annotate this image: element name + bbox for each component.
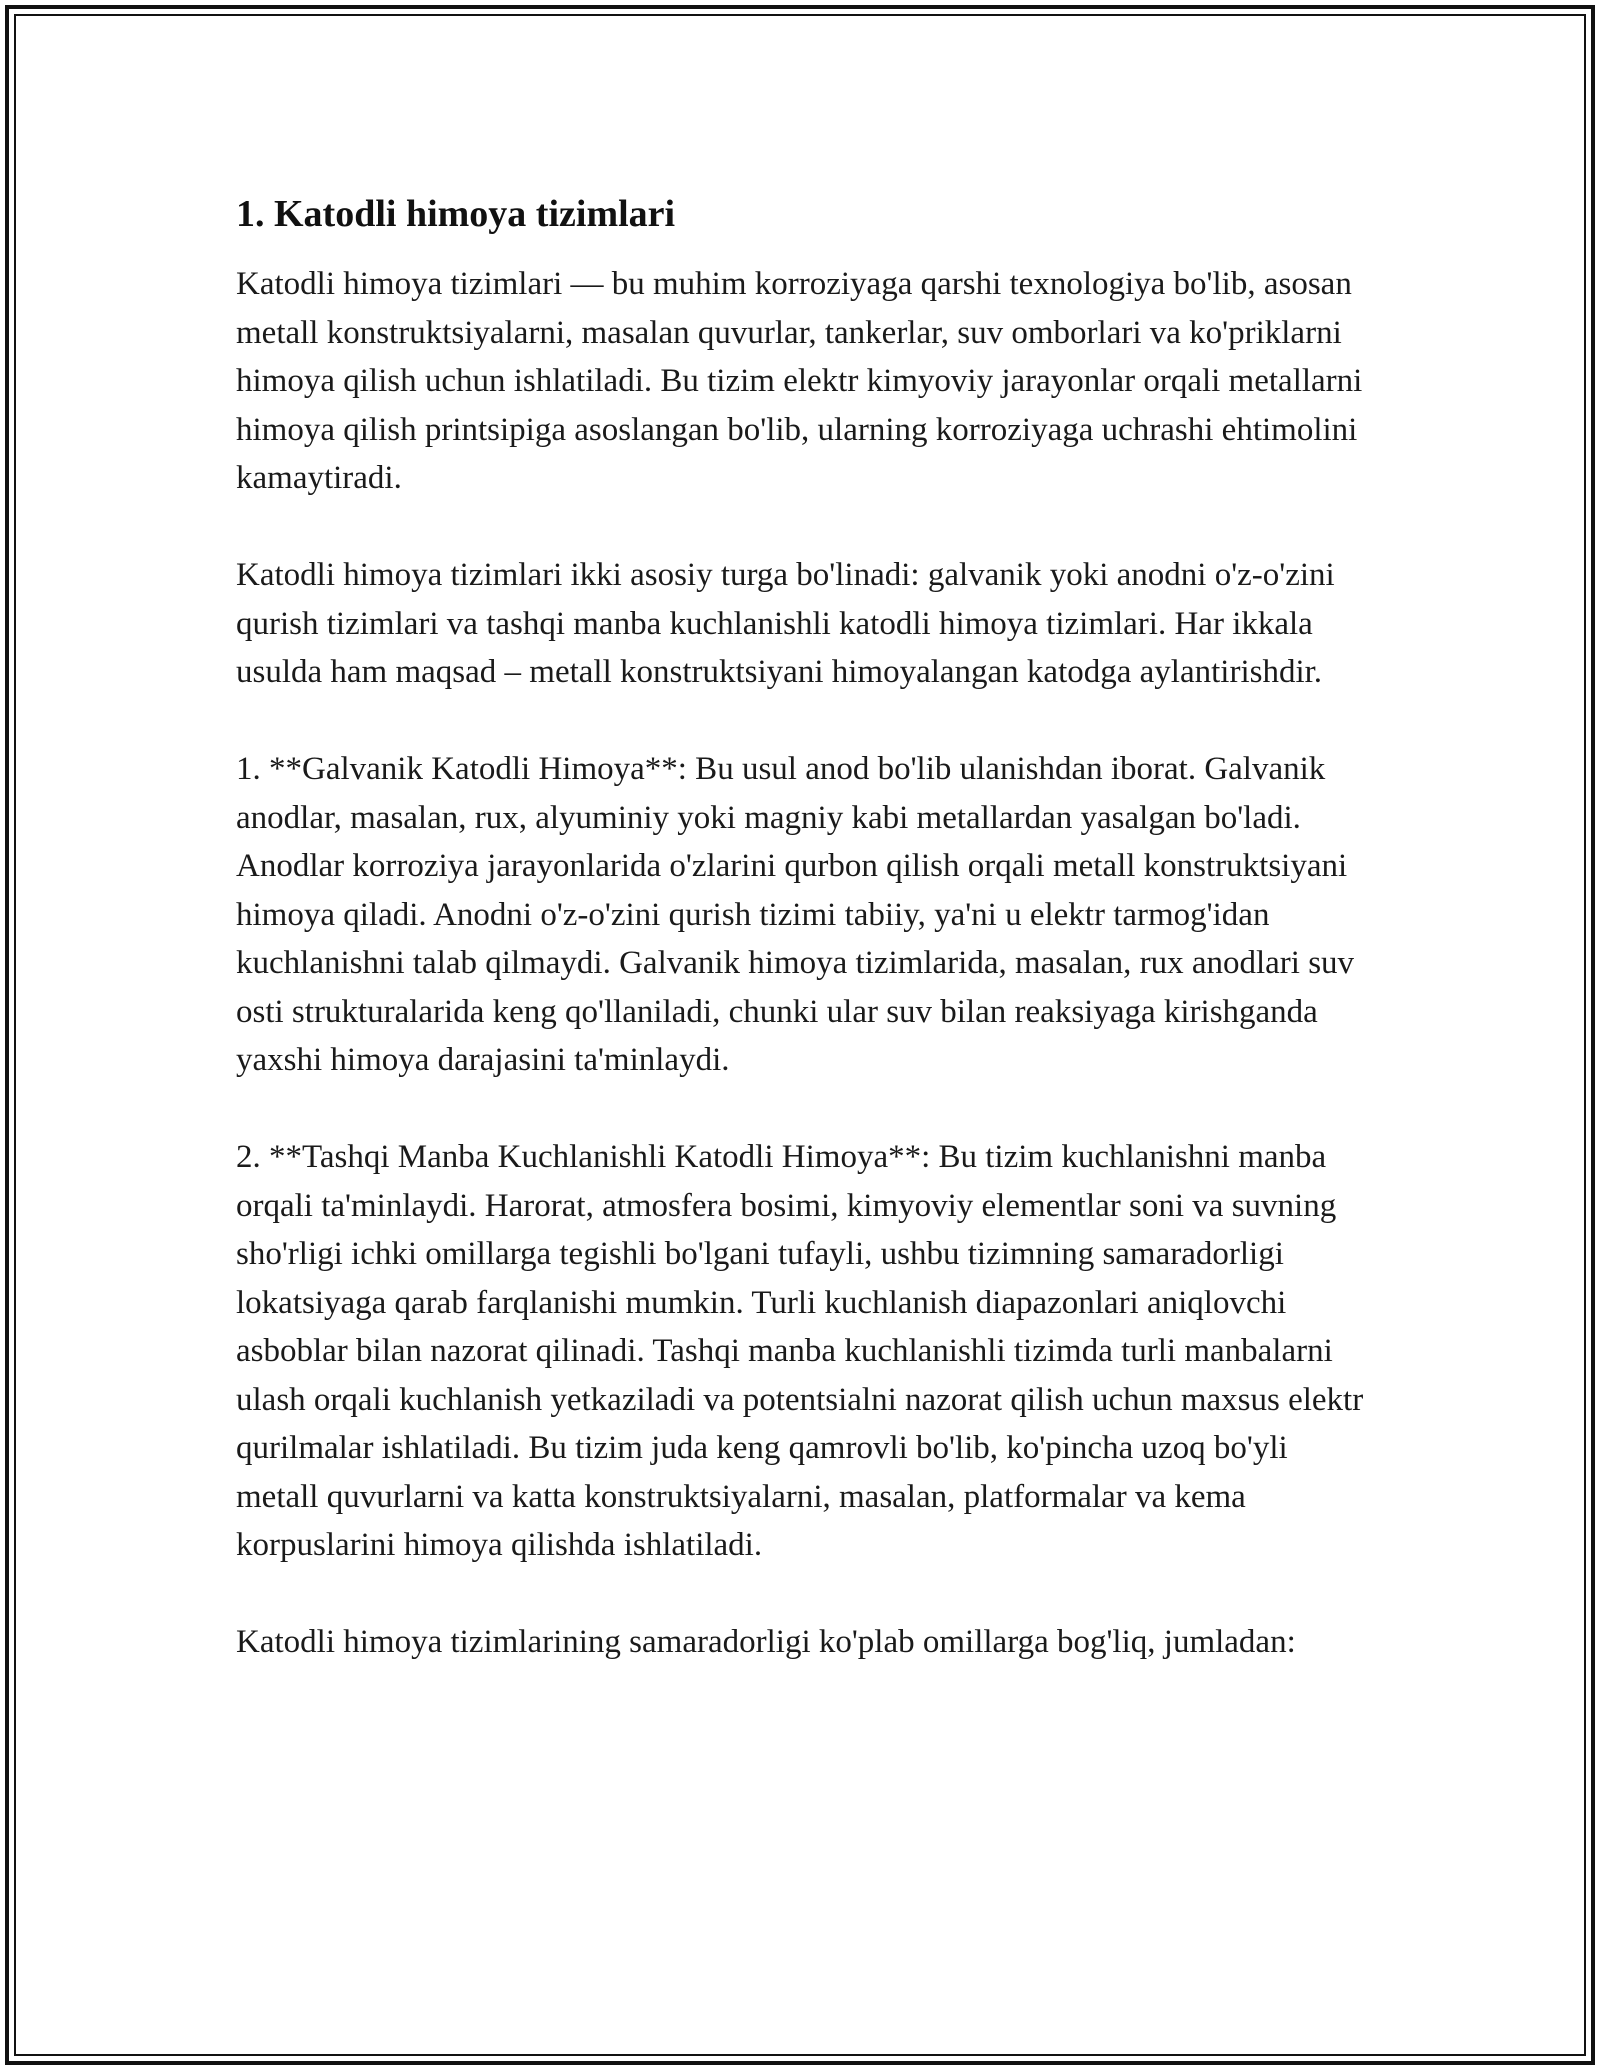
paragraph-impressed-current: 2. **Tashqi Manba Kuchlanishli Katodli Himoya**: Bu tizim kuchlanishni manba orqali ta'minlaydi. Harorat, atmosfera bosimi, kimyoviy elementlar soni va suvning sho'rligi ichki omillarga tegishli bo'lgani tufayli, ushbu tizimning samaradorligi lokatsiyaga qarab farqlanishi mumkin. Turli kuchlanish diapazonlari aniqlovchi asboblar bilan nazorat qilinadi. Tashqi manba kuchlanishli tizimda turli manbalarni ulash orqali kuchlanish yetkaziladi va potentsialni nazorat qilish uchun maxsus elektr qurilmalar ishlatiladi. Bu tizim juda keng qamrovli bo'lib, ko'pincha uzoq bo'yli metall quvurlarni va katta konstruktsiyalarni, masalan, platformalar va kema korpuslarini himoya qilishda ishlatiladi.: [236, 1139, 1364, 1563]
paragraph-effectiveness: Katodli himoya tizimlarining samaradorligi ko'plab omillarga bog'liq, jumladan:: [236, 1624, 1296, 1660]
paragraph-types: Katodli himoya tizimlari ikki asosiy turga bo'linadi: galvanik yoki anodni o'z-o'zini qurish tizimlari va tashqi manba kuchlanishli katodli himoya tizimlari. Har ikkala usulda ham maqsad – metall konstruktsiyani himoyalangan katodga aylantirishdir.: [236, 557, 1335, 690]
document-body: [236, 186, 1376, 1715]
paragraph-galvanic: 1. **Galvanik Katodli Himoya**: Bu usul anod bo'lib ulanishdan iborat. Galvanik anodlar, masalan, rux, alyuminiy yoki magniy kabi metallardan yasalgan bo'ladi. Anodlar korroziya jarayonlarida o'zlarini qurbon qilish orqali metall konstruktsiyani himoya qiladi. Anodni o'z-o'zini qurish tizimi tabiiy, ya'ni u elektr tarmog'idan kuchlanishni talab qilmaydi. Galvanik himoya tizimlarida, masalan, rux anodlari suv osti strukturalarida keng qo'llaniladi, chunki ular suv bilan reaksiyaga kirishganda yaxshi himoya darajasini ta'minlaydi.: [236, 751, 1355, 1078]
paragraph-intro: Katodli himoya tizimlari — bu muhim korroziyaga qarshi texnologiya bo'lib, asosan metall konstruktsiyalarni, masalan quvurlar, tankerlar, suv omborlari va ko'priklarni himoya qilish uchun ishlatiladi. Bu tizim elektr kimyoviy jarayonlar orqali metallarni himoya qilish printsipiga asoslangan bo'lib, ularning korroziyaga uchrashi ehtimolini kamaytiradi.: [236, 266, 1363, 496]
section-heading: 1. Katodli himoya tizimlari: [236, 193, 676, 235]
